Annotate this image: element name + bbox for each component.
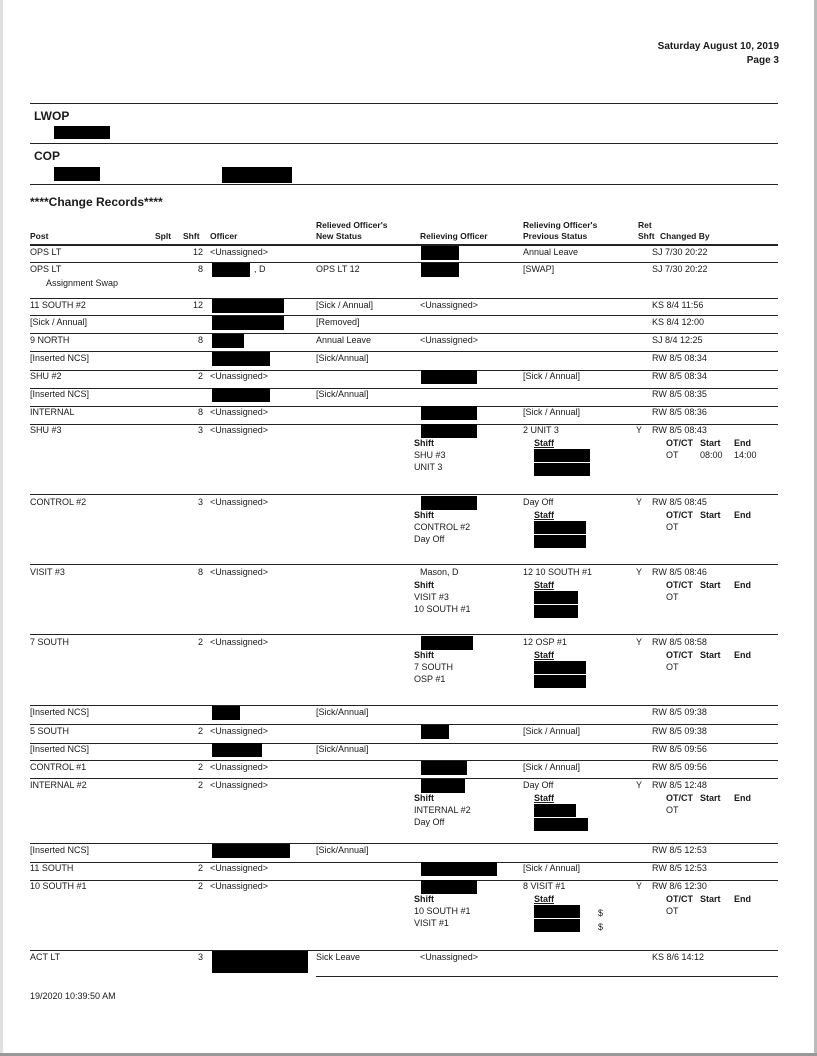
row-shift: 8 bbox=[197, 567, 203, 577]
detail-mark: $ bbox=[598, 908, 604, 918]
row-post: SHU #2 bbox=[30, 371, 62, 381]
row-prev-status: [Sick / Annual] bbox=[523, 863, 581, 873]
detail-shift-label: Shift bbox=[414, 793, 434, 803]
redaction bbox=[421, 424, 477, 438]
row-prev-status: 8 VISIT #1 bbox=[523, 881, 566, 891]
row-shift: 2 bbox=[197, 762, 203, 772]
detail-end-label: End bbox=[734, 438, 751, 448]
col-prev-2: Previous Status bbox=[523, 231, 588, 241]
detail-shift-1: CONTROL #2 bbox=[414, 522, 471, 532]
col-relieved-2: New Status bbox=[316, 231, 362, 241]
row-changed-by: RW 8/5 09:38 bbox=[652, 707, 707, 717]
detail-shift-label: Shift bbox=[414, 510, 434, 520]
detail-end: 14:00 bbox=[734, 450, 757, 460]
detail-shift-2: Day Off bbox=[414, 817, 445, 827]
rule bbox=[30, 143, 778, 144]
detail-shift-label: Shift bbox=[414, 438, 434, 448]
row-ret: Y bbox=[636, 497, 643, 507]
row-post: 11 SOUTH #2 bbox=[30, 300, 86, 310]
row-changed-by: SJ 7/30 20:22 bbox=[652, 264, 708, 274]
section-cop-title: COP bbox=[34, 149, 61, 163]
redaction bbox=[534, 605, 578, 618]
redaction bbox=[212, 951, 308, 973]
row-rule bbox=[30, 298, 778, 299]
col-relieved-1: Relieved Officer's bbox=[316, 220, 388, 230]
redaction bbox=[534, 675, 586, 688]
row-relieving: <Unassigned> bbox=[420, 952, 479, 962]
row-relieving: Mason, D bbox=[420, 567, 459, 577]
report-header bbox=[658, 40, 779, 68]
redaction bbox=[212, 334, 244, 348]
row-shift: 2 bbox=[197, 726, 203, 736]
row-new-status: Sick Leave bbox=[316, 952, 361, 962]
detail-ot-label: OT/CT bbox=[666, 650, 693, 660]
row-changed-by: RW 8/5 08:43 bbox=[652, 425, 707, 435]
detail-shift-1: SHU #3 bbox=[414, 450, 446, 460]
row-shift: 2 bbox=[197, 637, 203, 647]
col-officer: Officer bbox=[210, 231, 238, 241]
row-rule bbox=[30, 315, 778, 316]
row-relieving: <Unassigned> bbox=[420, 335, 479, 345]
row-changed-by: RW 8/5 12:48 bbox=[652, 780, 707, 790]
row-changed-by: KS 8/6 14:12 bbox=[652, 952, 705, 962]
row-new-status: [Sick/Annual] bbox=[316, 707, 369, 717]
row-post: [Sick / Annual] bbox=[30, 317, 88, 327]
redaction bbox=[421, 880, 477, 894]
redaction bbox=[534, 591, 578, 604]
redaction bbox=[212, 844, 290, 858]
detail-start: 08:00 bbox=[700, 450, 723, 460]
detail-ot: OT bbox=[666, 906, 679, 916]
row-rule bbox=[30, 333, 778, 334]
row-officer: <Unassigned> bbox=[210, 637, 269, 647]
redaction bbox=[421, 761, 467, 775]
row-rule bbox=[316, 976, 778, 977]
row-post: 7 SOUTH bbox=[30, 637, 70, 647]
row-post: 9 NORTH bbox=[30, 335, 70, 345]
redaction bbox=[54, 126, 110, 139]
section-lwop-title: LWOP bbox=[34, 109, 70, 123]
redaction bbox=[421, 263, 459, 277]
row-prev-status: [Sick / Annual] bbox=[523, 371, 581, 381]
row-changed-by: RW 8/5 12:53 bbox=[652, 845, 707, 855]
row-prev-status: [SWAP] bbox=[523, 264, 555, 274]
row-rule bbox=[30, 760, 778, 761]
row-prev-status: Day Off bbox=[523, 497, 554, 507]
section-change-records-title: ****Change Records**** bbox=[30, 195, 163, 209]
row-post: [Inserted NCS] bbox=[30, 389, 90, 399]
row-ret: Y bbox=[636, 780, 643, 790]
row-changed-by: SJ 7/30 20:22 bbox=[652, 247, 708, 257]
col-shift: Shft bbox=[183, 231, 200, 241]
row-changed-by: RW 8/5 09:56 bbox=[652, 762, 707, 772]
detail-start-label: Start bbox=[700, 438, 721, 448]
row-officer: <Unassigned> bbox=[210, 863, 269, 873]
rule bbox=[30, 184, 778, 185]
row-officer: <Unassigned> bbox=[210, 497, 269, 507]
row-ret: Y bbox=[636, 637, 643, 647]
row-new-status: [Sick / Annual] bbox=[316, 300, 374, 310]
row-shift: 2 bbox=[197, 371, 203, 381]
row-shift: 12 bbox=[192, 247, 203, 257]
detail-shift-1: 10 SOUTH #1 bbox=[414, 906, 471, 916]
row-changed-by: RW 8/5 08:34 bbox=[652, 371, 707, 381]
detail-staff-label: Staff bbox=[534, 793, 554, 803]
row-changed-by: SJ 8/4 12:25 bbox=[652, 335, 703, 345]
row-new-status: Annual Leave bbox=[316, 335, 372, 345]
row-rule bbox=[30, 843, 778, 844]
redaction bbox=[421, 779, 465, 793]
row-rule bbox=[30, 634, 778, 635]
redaction bbox=[421, 636, 473, 650]
detail-staff-label: Staff bbox=[534, 650, 554, 660]
detail-ot-label: OT/CT bbox=[666, 438, 693, 448]
row-officer: <Unassigned> bbox=[210, 371, 269, 381]
row-prev-status: [Sick / Annual] bbox=[523, 726, 581, 736]
row-rule bbox=[30, 564, 778, 565]
redaction bbox=[212, 352, 270, 366]
redaction bbox=[212, 263, 250, 277]
detail-start-label: Start bbox=[700, 894, 721, 904]
redaction bbox=[534, 818, 588, 831]
row-prev-status: [Sick / Annual] bbox=[523, 407, 581, 417]
page-edge-left bbox=[0, 0, 3, 1056]
row-post: VISIT #3 bbox=[30, 567, 65, 577]
row-rule bbox=[30, 351, 778, 352]
row-officer: <Unassigned> bbox=[210, 881, 269, 891]
row-post: INTERNAL bbox=[30, 407, 75, 417]
detail-ot-label: OT/CT bbox=[666, 793, 693, 803]
detail-ot: OT bbox=[666, 592, 679, 602]
detail-shift-2: 10 SOUTH #1 bbox=[414, 604, 471, 614]
row-shift: 2 bbox=[197, 780, 203, 790]
row-officer: <Unassigned> bbox=[210, 762, 269, 772]
redaction bbox=[534, 449, 590, 462]
row-changed-by: KS 8/4 11:56 bbox=[652, 300, 704, 310]
row-post: [Inserted NCS] bbox=[30, 353, 90, 363]
row-officer: <Unassigned> bbox=[210, 425, 269, 435]
row-ret: Y bbox=[636, 567, 643, 577]
row-prev-status: 12 OSP #1 bbox=[523, 637, 567, 647]
redaction bbox=[212, 299, 284, 313]
row-ret: Y bbox=[636, 425, 643, 435]
row-changed-by: RW 8/5 12:53 bbox=[652, 863, 707, 873]
redaction bbox=[54, 167, 100, 181]
row-post: SHU #3 bbox=[30, 425, 62, 435]
col-ret-2: Shft bbox=[638, 231, 655, 241]
redaction bbox=[534, 661, 586, 674]
row-post: 10 SOUTH #1 bbox=[30, 881, 87, 891]
row-new-status: [Sick/Annual] bbox=[316, 353, 369, 363]
detail-shift-2: UNIT 3 bbox=[414, 462, 443, 472]
redaction bbox=[421, 370, 477, 384]
row-officer: , D bbox=[254, 264, 266, 274]
row-rule bbox=[30, 950, 778, 951]
col-changed-by: Changed By bbox=[660, 231, 710, 241]
redaction bbox=[534, 804, 576, 817]
detail-end-label: End bbox=[734, 510, 751, 520]
detail-ot: OT bbox=[666, 450, 679, 460]
row-shift: 3 bbox=[197, 425, 203, 435]
row-shift: 3 bbox=[197, 497, 203, 507]
detail-staff-label: Staff bbox=[534, 510, 554, 520]
row-shift: 12 bbox=[192, 300, 203, 310]
row-changed-by: RW 8/5 09:56 bbox=[652, 744, 707, 754]
row-rule bbox=[30, 262, 778, 263]
redaction bbox=[222, 167, 292, 183]
row-shift: 2 bbox=[197, 881, 203, 891]
row-note: Assignment Swap bbox=[46, 278, 119, 288]
row-changed-by: RW 8/5 08:34 bbox=[652, 353, 707, 363]
redaction bbox=[212, 316, 284, 330]
row-relieving: <Unassigned> bbox=[420, 300, 479, 310]
row-shift: 8 bbox=[197, 407, 203, 417]
row-post: [Inserted NCS] bbox=[30, 845, 90, 855]
detail-ot: OT bbox=[666, 805, 679, 815]
detail-start-label: Start bbox=[700, 650, 721, 660]
detail-start-label: Start bbox=[700, 580, 721, 590]
detail-end-label: End bbox=[734, 793, 751, 803]
detail-ot-label: OT/CT bbox=[666, 894, 693, 904]
row-changed-by: RW 8/5 08:35 bbox=[652, 389, 707, 399]
rule bbox=[30, 103, 778, 104]
row-new-status: [Sick/Annual] bbox=[316, 744, 369, 754]
row-post: 11 SOUTH bbox=[30, 863, 74, 873]
redaction bbox=[534, 905, 580, 918]
row-post: [Inserted NCS] bbox=[30, 707, 90, 717]
row-prev-status: 2 UNIT 3 bbox=[523, 425, 559, 435]
detail-shift-label: Shift bbox=[414, 580, 434, 590]
row-post: ACT LT bbox=[30, 952, 61, 962]
print-timestamp: 19/2020 10:39:50 AM bbox=[30, 991, 116, 1001]
row-changed-by: RW 8/5 08:58 bbox=[652, 637, 707, 647]
row-officer: <Unassigned> bbox=[210, 247, 269, 257]
row-officer: <Unassigned> bbox=[210, 780, 269, 790]
row-changed-by: RW 8/6 12:30 bbox=[652, 881, 707, 891]
detail-start-label: Start bbox=[700, 793, 721, 803]
page-number: Page 3 bbox=[746, 55, 779, 66]
redaction bbox=[534, 521, 586, 534]
header-rule bbox=[30, 244, 778, 246]
redaction bbox=[421, 725, 449, 739]
row-new-status: [Removed] bbox=[316, 317, 360, 327]
row-new-status: [Sick/Annual] bbox=[316, 389, 369, 399]
detail-ot-label: OT/CT bbox=[666, 510, 693, 520]
detail-shift-2: OSP #1 bbox=[414, 674, 446, 684]
row-prev-status: 12 10 SOUTH #1 bbox=[523, 567, 593, 577]
row-post: [Inserted NCS] bbox=[30, 744, 90, 754]
row-rule bbox=[30, 724, 778, 725]
redaction bbox=[421, 246, 459, 260]
redaction bbox=[534, 919, 580, 932]
col-post: Post bbox=[30, 231, 49, 241]
row-rule bbox=[30, 494, 778, 495]
detail-shift-label: Shift bbox=[414, 894, 434, 904]
detail-end-label: End bbox=[734, 580, 751, 590]
row-post: CONTROL #2 bbox=[30, 497, 87, 507]
detail-mark: $ bbox=[598, 922, 604, 932]
row-prev-status: [Sick / Annual] bbox=[523, 762, 581, 772]
row-post: INTERNAL #2 bbox=[30, 780, 87, 790]
detail-shift-1: INTERNAL #2 bbox=[414, 805, 471, 815]
row-post: CONTROL #1 bbox=[30, 762, 87, 772]
redaction bbox=[534, 535, 586, 548]
row-shift: 8 bbox=[197, 335, 203, 345]
row-shift: 3 bbox=[197, 952, 203, 962]
row-officer: <Unassigned> bbox=[210, 407, 269, 417]
detail-staff-label: Staff bbox=[534, 894, 554, 904]
detail-staff-label: Staff bbox=[534, 580, 554, 590]
col-prev-1: Relieving Officer's bbox=[523, 220, 598, 230]
detail-ot: OT bbox=[666, 662, 679, 672]
row-officer: <Unassigned> bbox=[210, 567, 269, 577]
detail-end-label: End bbox=[734, 894, 751, 904]
row-post: OPS LT bbox=[30, 264, 62, 274]
row-changed-by: RW 8/5 08:46 bbox=[652, 567, 707, 577]
row-changed-by: RW 8/5 08:45 bbox=[652, 497, 707, 507]
col-split: Splt bbox=[155, 231, 172, 241]
row-prev-status: Day Off bbox=[523, 780, 554, 790]
redaction bbox=[421, 406, 477, 420]
detail-shift-1: VISIT #3 bbox=[414, 592, 449, 602]
detail-staff-label: Staff bbox=[534, 438, 554, 448]
redaction bbox=[212, 388, 270, 402]
redaction bbox=[421, 496, 477, 510]
row-post: OPS LT bbox=[30, 247, 62, 257]
row-post: 5 SOUTH bbox=[30, 726, 70, 736]
row-changed-by: KS 8/4 12:00 bbox=[652, 317, 705, 327]
detail-shift-2: Day Off bbox=[414, 534, 445, 544]
redaction bbox=[534, 463, 590, 476]
row-rule bbox=[30, 778, 778, 779]
redaction bbox=[421, 862, 497, 876]
col-ret-1: Ret bbox=[638, 220, 652, 230]
redaction bbox=[212, 743, 262, 757]
row-changed-by: RW 8/5 08:36 bbox=[652, 407, 707, 417]
row-new-status: [Sick/Annual] bbox=[316, 845, 369, 855]
detail-shift-label: Shift bbox=[414, 650, 434, 660]
row-rule bbox=[30, 705, 778, 706]
detail-shift-2: VISIT #1 bbox=[414, 918, 449, 928]
detail-shift-1: 7 SOUTH bbox=[414, 662, 454, 672]
row-shift: 2 bbox=[197, 863, 203, 873]
row-prev-status: Annual Leave bbox=[523, 247, 579, 257]
detail-end-label: End bbox=[734, 650, 751, 660]
row-changed-by: RW 8/5 09:38 bbox=[652, 726, 707, 736]
detail-ot-label: OT/CT bbox=[666, 580, 693, 590]
row-officer: <Unassigned> bbox=[210, 726, 269, 736]
row-shift: 8 bbox=[197, 264, 203, 274]
report-date: Saturday August 10, 2019 bbox=[657, 41, 779, 52]
redaction bbox=[212, 706, 240, 720]
detail-ot: OT bbox=[666, 522, 679, 532]
row-new-status: OPS LT 12 bbox=[316, 264, 360, 274]
detail-start-label: Start bbox=[700, 510, 721, 520]
row-ret: Y bbox=[636, 881, 643, 891]
col-relieving: Relieving Officer bbox=[420, 231, 488, 241]
